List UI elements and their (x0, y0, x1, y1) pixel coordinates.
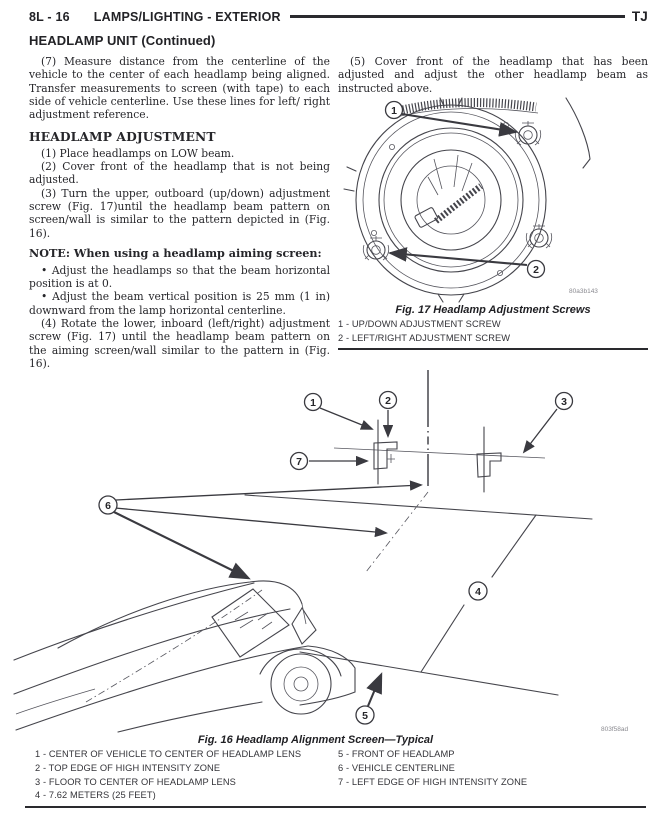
fig16-caption: Fig. 16 Headlamp Alignment Screen—Typical (197, 734, 434, 746)
left-column (29, 55, 330, 370)
svg-text:7: 7 (296, 455, 302, 468)
svg-text:5: 5 (362, 709, 368, 722)
section-title: LAMPS/LIGHTING - EXTERIOR (93, 9, 281, 24)
fig17-illustration (338, 97, 648, 303)
fig17-code: 80a3b143 (569, 287, 598, 295)
wiring-connector (414, 207, 438, 228)
front-floor-line (300, 652, 558, 695)
svg-text:3: 3 (561, 395, 567, 408)
two-column-body (29, 55, 648, 370)
note-bullet-2: • Adjust the beam vertical position is 25 mm (1 in) downward from the lamp horizontal centerline. (29, 290, 330, 317)
wiring-harness (436, 186, 481, 221)
screen-base-line (245, 495, 592, 519)
legend-item: 7 - LEFT EDGE OF HIGH INTENSITY ZONE (338, 776, 528, 787)
fig16-illustration (0, 362, 671, 808)
page-number: 8L - 16 (29, 9, 70, 24)
fig17-callout-2-badge (528, 260, 545, 277)
fig17-callout-1-arrow (402, 114, 516, 132)
legend-item: 1 - CENTER OF VEHICLE TO CENTER OF HEADLAMP LENS (35, 749, 302, 759)
page-header (29, 9, 648, 24)
fig16-legend-left (35, 748, 338, 803)
legend-item: 6 - VEHICLE CENTERLINE (338, 762, 455, 773)
legend-item: 1 - UP/DOWN ADJUSTMENT SCREW (338, 318, 501, 329)
unit-continued-heading: HEADLAMP UNIT (Continued) (29, 33, 216, 48)
fig16-callout-7-badge (291, 453, 308, 470)
svg-text:1: 1 (310, 396, 316, 409)
legend-item: 2 - LEFT/RIGHT ADJUSTMENT SCREW (338, 332, 511, 343)
legend-item: 5 - FRONT OF HEADLAMP (338, 749, 455, 759)
fig16-callout-1-badge (305, 394, 322, 411)
leftright-adjustment-screw (363, 236, 388, 260)
distance-lines (300, 515, 558, 695)
vehicle-centerline (86, 590, 262, 702)
svg-text:2: 2 (385, 394, 391, 407)
step-5: (5) Cover front of the headlamp that has been adjusted and adjust the other headlamp beam as instructed above. (338, 55, 648, 95)
dimension-cross (387, 454, 395, 463)
note-heading: NOTE: When using a headlamp aiming screen: (29, 245, 322, 260)
model-badge: TJ (631, 9, 648, 24)
right-high-intensity-zone (477, 453, 501, 477)
step-7: (7) Measure distance from the centerline of the vehicle to the center of each headlamp being aligned. Transfer measurements to screen (with tape) to each side of vehicle centerline. Use these lines for left/ right adjustment reference. (29, 55, 330, 122)
bottom-divider-rule (25, 806, 646, 808)
fig16-callout-4-badge (469, 582, 487, 600)
fig16-alignment-drawing (0, 362, 671, 734)
horizontal-aim-line (334, 448, 545, 458)
fig17-caption: Fig. 17 Headlamp Adjustment Screws (395, 303, 591, 316)
fig17-headlamp-drawing (338, 97, 648, 303)
right-column (338, 55, 648, 370)
svg-text:1: 1 (391, 104, 397, 117)
fig16-callout-2-badge (380, 392, 397, 409)
fig17-legend (338, 318, 648, 346)
step-2: (2) Cover front of the headlamp that is not being adjusted. (29, 160, 330, 187)
step-3: (3) Turn the upper, outboard (up/down) adjustment screw (Fig. 17)until the headlamp beam pattern on screen/wall is similar to the pattern depicted in (Fig. 16). (29, 186, 330, 240)
fender-edge-line (566, 98, 590, 168)
legend-item: 4 - 7.62 METERS (25 FEET) (35, 790, 156, 801)
note-bullet-1: • Adjust the headlamps so that the beam horizontal position is at 0. (29, 263, 330, 291)
aiming-screen (245, 370, 592, 572)
fig17-divider-rule (338, 348, 648, 350)
windshield (212, 589, 289, 657)
headlamp-adjustment-heading: HEADLAMP ADJUSTMENT (29, 129, 216, 145)
fig16-legend-right (338, 748, 527, 803)
legend-item: 2 - TOP EDGE OF HIGH INTENSITY ZONE (35, 762, 221, 773)
fig16-callout-arrows (114, 408, 557, 706)
svg-text:6: 6 (105, 499, 111, 512)
fig16-code: 803f58ad (601, 726, 629, 733)
headlamp-rings (344, 98, 546, 302)
fig16-legend (0, 746, 671, 803)
fig17-callout-1-badge (386, 101, 403, 118)
legend-item: 3 - FLOOR TO CENTER OF HEADLAMP LENS (35, 776, 236, 787)
header-rule (290, 15, 625, 17)
fig16-callout-6-badge (99, 496, 117, 514)
fig16-callout-5-badge (356, 706, 374, 724)
svg-text:2: 2 (533, 263, 539, 276)
updown-adjustment-screw (515, 121, 540, 145)
svg-text:4: 4 (475, 585, 481, 598)
vehicle-drawing (14, 581, 355, 732)
step-4: (4) Rotate the lower, inboard (left/right) adjustment screw (Fig. 17) until the headlamp beam pattern on the aiming screen/wall similar to the pattern in (Fig. 16). (29, 317, 330, 370)
fig16-callout-3-badge (556, 393, 573, 410)
step-1: (1) Place headlamps on LOW beam. (41, 146, 235, 160)
